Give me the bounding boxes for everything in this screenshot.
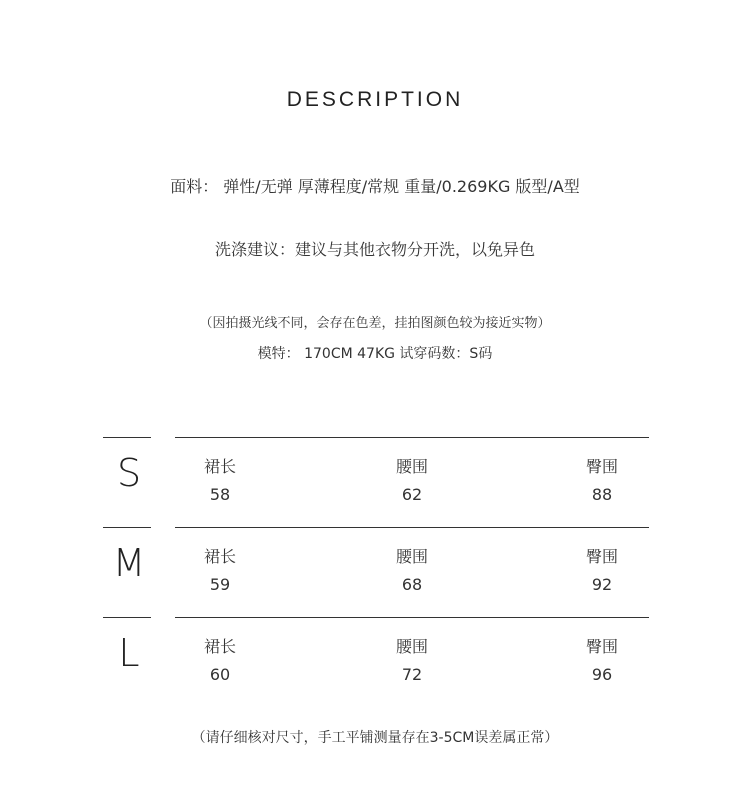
measure-value: 68 [401,575,423,594]
size-row-s [0,437,750,527]
divider [103,437,151,438]
page-title: DESCRIPTION [286,88,464,111]
size-label: S [116,451,142,495]
measure-label: 臀围 [585,547,618,566]
divider [175,617,649,618]
fabric-info: 面料： 弹性/无弹 厚薄程度/常规 重量/0.269KG 版型/A型 [170,177,580,196]
measure-value: 58 [209,485,231,504]
measurement-tolerance-note: （请仔细核对尺寸，手工平铺测量存在3-5CM误差属正常） [191,730,559,746]
measure-value: 59 [209,575,231,594]
measure-label: 腰围 [395,637,428,656]
size-row-l [0,617,750,707]
measure-value: 60 [209,665,231,684]
size-label: L [118,631,140,675]
measure-label: 腰围 [395,457,428,476]
divider [103,527,151,528]
measure-value: 96 [591,665,613,684]
measure-label: 裙长 [203,547,236,566]
divider [103,617,151,618]
wash-instructions: 洗涤建议：建议与其他衣物分开洗，以免异色 [214,240,535,259]
measure-value: 92 [591,575,613,594]
measure-value: 72 [401,665,423,684]
measure-label: 裙长 [203,457,236,476]
size-label: M [112,541,146,585]
model-info: 模特： 170CM 47KG 试穿码数：S码 [257,346,493,362]
measure-label: 臀围 [585,457,618,476]
size-row-m [0,527,750,617]
measure-value: 62 [401,485,423,504]
divider [175,437,649,438]
measure-label: 裙长 [203,637,236,656]
photo-color-note: （因拍摄光线不同，会存在色差，挂拍图颜色较为接近实物） [199,316,551,331]
measure-label: 臀围 [585,637,618,656]
measure-value: 88 [591,485,613,504]
measure-label: 腰围 [395,547,428,566]
divider [175,527,649,528]
